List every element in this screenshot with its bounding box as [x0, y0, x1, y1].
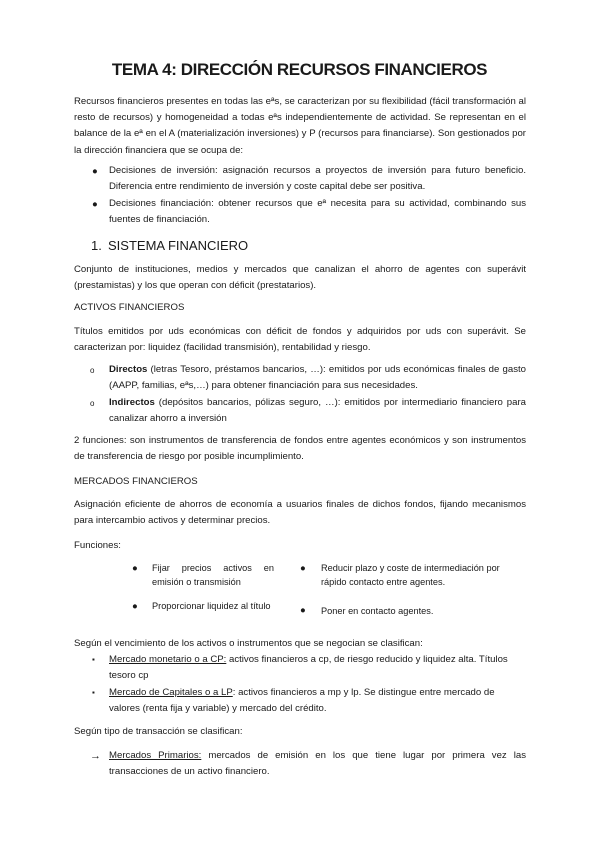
decision-item: Decisiones financiación: obtener recursos que eª necesita para su actividad, combinando sus fuentes de financiación. [109, 198, 526, 226]
bullet-icon: ● [132, 563, 138, 574]
activos-paragraph: Títulos emitidos por uds económicas con déficit de fondos y adquiridos por uds con superávit. Se caracterizan por: liquidez (facilidad transmisión), rentabilidad y riesgo. [74, 326, 526, 354]
function-item: Proporcionar liquidez al título [152, 601, 271, 611]
vencimiento-item [109, 685, 526, 717]
circle-bullet-icon: o [90, 399, 95, 408]
market-desc: activos financieros a cp, de riesgo reducido y liquidez alta. Títulos tesoro cp [109, 654, 508, 682]
activo-desc: (letras Tesoro, préstamos bancarios, …): emitidos por uds económicas finales de gasto (AAPP, familias, eªs,…) para obtener financiación para sus necesidades. [109, 364, 526, 392]
function-item: Poner en contacto agentes. [321, 606, 434, 616]
section-title: SISTEMA FINANCIERO [108, 238, 249, 253]
activo-term: Directos [109, 364, 148, 375]
functions-label: Funciones: [74, 540, 121, 551]
decision-item: Decisiones de inversión: asignación recursos a proyectos de inversión para futuro beneficio. Diferencia entre rendimiento de inversión y coste capital debe ser positiva. [109, 165, 526, 193]
bullet-icon: ● [92, 166, 98, 177]
arrow-right-icon: → [90, 750, 101, 762]
market-term: Mercado monetario o a CP: [109, 654, 227, 665]
market-term: Mercados Primarios: [109, 750, 202, 761]
activo-term: Indirectos [109, 397, 155, 408]
activo-item [109, 395, 526, 427]
bullet-icon: ● [300, 563, 306, 574]
section-paragraph: Conjunto de instituciones, medios y mercados que canalizan el ahorro de agentes con superávit (prestamistas) y los que operan con déficit (prestatarios). [74, 264, 526, 292]
section-number: 1. [91, 238, 102, 253]
section-heading [91, 238, 248, 253]
mercados-heading: MERCADOS FINANCIEROS [74, 476, 198, 487]
market-desc: : activos financieros a mp y lp. Se distingue entre mercado de valores (renta fija y variable) y mercado del crédito. [109, 687, 495, 715]
activo-desc: (depósitos bancarios, pólizas seguro, …): emitidos por intermediario financiero para canalizar ahorro a inversión [109, 397, 526, 425]
function-item: Fijar precios activos en emisión o transmisión [152, 563, 274, 587]
market-desc: mercados de emisión en los que tiene lugar por primera vez las transacciones de un activo financiero. [109, 750, 527, 778]
activo-item [109, 362, 526, 394]
intro-paragraph: Recursos financieros presentes en todas las eªs, se caracterizan por su flexibilidad (fácil transformación al resto de recursos) y homogeneidad a todas eªs independientemente de actividad. Se representan en el balance de la eª en el A (materialización inversiones) y P (recursos para financiarse). Son gestionados por la dirección financiera que se ocupa de: [74, 96, 526, 156]
circle-bullet-icon: o [90, 366, 95, 375]
bullet-icon: ● [132, 601, 138, 612]
activos-functions: 2 funciones: son instrumentos de transferencia de fondos entre agentes económicos y son instrumentos de transferencia de riesgo por posible incumplimiento. [74, 435, 526, 463]
transaccion-item [109, 748, 526, 780]
square-bullet-icon: ▪ [92, 655, 95, 664]
square-bullet-icon: ▪ [92, 688, 95, 697]
vencimiento-item [109, 652, 526, 684]
transaccion-intro: Según tipo de transacción se clasifican: [74, 726, 243, 737]
page-title: TEMA 4: DIRECCIÓN RECURSOS FINANCIEROS [111, 60, 488, 79]
mercados-paragraph: Asignación eficiente de ahorros de economía a usuarios finales de dichos fondos, fijando mecanismos para intercambio activos y determinar precios. [74, 499, 526, 527]
bullet-icon: ● [92, 199, 98, 210]
bullet-icon: ● [300, 605, 306, 616]
market-term: Mercado de Capitales o a LP [109, 687, 233, 698]
vencimiento-intro: Según el vencimiento de los activos o instrumentos que se negocian se clasifican: [74, 638, 423, 649]
activos-heading: ACTIVOS FINANCIEROS [74, 302, 185, 313]
function-item: Reducir plazo y coste de intermediación por rápido contacto entre agentes. [321, 563, 500, 587]
